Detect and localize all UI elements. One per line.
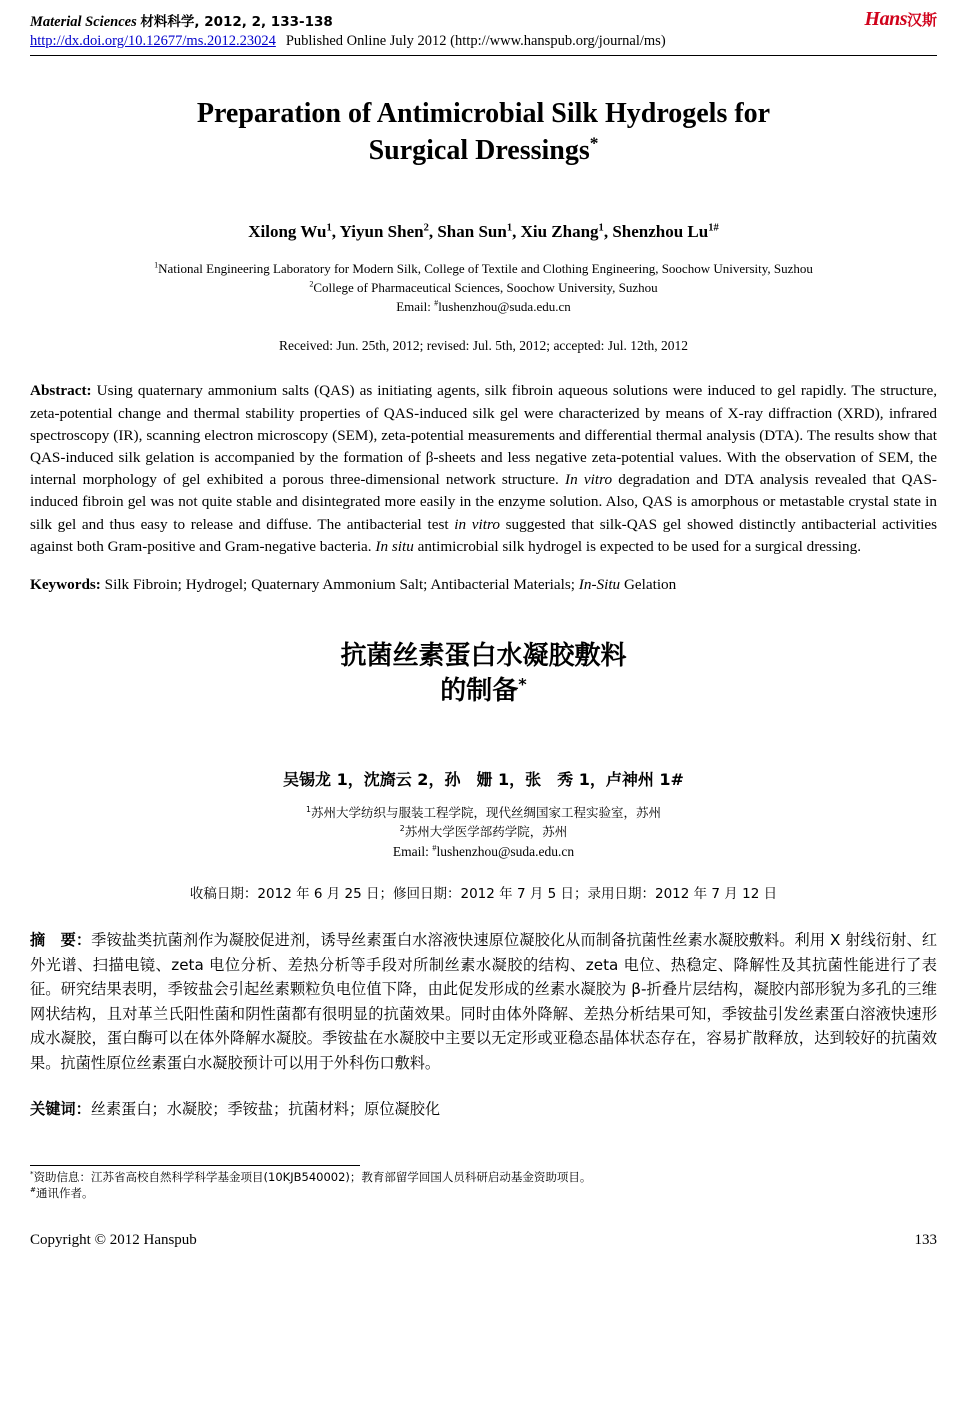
abstract-block-cn — [30, 928, 937, 1076]
doi-link[interactable]: http://dx.doi.org/10.12677/ms.2012.23024 — [30, 33, 276, 49]
cn-affiliation-1-marker: 1 — [306, 804, 311, 814]
title-line-2 — [30, 133, 937, 170]
keywords-label: Keywords: — [30, 575, 101, 593]
abstract-italic-3: In situ — [375, 537, 414, 555]
title-line-1: Preparation of Antimicrobial Silk Hydrogels for — [196, 98, 771, 129]
copyright-notice: Copyright © 2012 Hanspub — [30, 1231, 197, 1248]
email-address: lushenzhou@suda.edu.cn — [438, 298, 571, 314]
cn-affiliation-2-marker: 2 — [399, 823, 405, 833]
journal-line — [30, 10, 937, 31]
cn-affiliation-2 — [30, 823, 937, 842]
author-list-cn: 吴锡龙 1，沈旖云 2，孙 姗 1，张 秀 1，卢神州 1# — [283, 770, 684, 790]
cn-affiliation-1-text: 苏州大学纺织与服装工程学院，现代丝绸国家工程实验室，苏州 — [310, 805, 661, 821]
page-title-cn — [30, 639, 937, 709]
received-dates: Received: Jun. 25th, 2012; revised: Jul. 5th, 2012; accepted: Jul. 12th, 2012 — [278, 338, 689, 354]
received-dates-cn: 收稿日期：2012 年 6 月 25 日；修回日期：2012 年 7 月 5 日；录用日期：2012 年 7 月 12 日 — [189, 885, 778, 902]
page-number: 133 — [914, 1231, 937, 1248]
abstract-block — [30, 380, 937, 558]
cn-email-label: Email: — [392, 843, 429, 859]
footnote-divider — [30, 1165, 360, 1166]
hans-logo-cn: 汉斯 — [906, 11, 937, 29]
email-label: Email: — [396, 298, 431, 314]
footnote-funding-text: 资助信息：江苏省高校自然科学科学基金项目(10KJB540002)；教育部留学回国人员科研启动基金资助项目。 — [33, 1169, 592, 1184]
abstract-text-4: antimicrobial silk hydrogel is expected to be used for a surgical dressing. — [413, 537, 862, 555]
cn-abstract-label: 摘 要： — [30, 930, 92, 949]
abstract-text-2: degradation and DTA analysis revealed that QAS-induced fibroin gel was not quite stable and disintegrated more easily in the enzyme solution. Also, QAS is amorphous or metastable crystal state in silk gel and thus easy to release and diffuse. The antibacterial test — [30, 471, 937, 533]
affiliation-2-text: College of Pharmaceutical Sciences, Soochow University, Suzhou — [313, 279, 658, 295]
affiliation-1-text: National Engineering Laboratory for Modern Silk, College of Textile and Clothing Engineering, Soochow University, Suzhou — [158, 260, 813, 276]
affiliation-2-marker: 2 — [309, 279, 314, 289]
cn-title-line-2 — [30, 674, 937, 709]
cn-affiliation-2-text: 苏州大学医学部药学院，苏州 — [404, 823, 568, 839]
abstract-label: Abstract: — [30, 382, 92, 400]
page-footer — [30, 1232, 937, 1259]
footnote-corresponding-marker: # — [30, 1185, 36, 1195]
running-head — [30, 10, 937, 52]
email-marker: # — [434, 298, 439, 308]
keywords-block-cn — [30, 1098, 937, 1119]
affiliation-2 — [30, 279, 937, 298]
email-line — [30, 298, 937, 317]
footnotes — [30, 1165, 937, 1202]
cn-keywords-text: 丝素蛋白；水凝胶；季铵盐；抗菌材料；原位凝胶化 — [90, 1099, 441, 1118]
journal-title-en: Material Sciences — [30, 14, 137, 30]
affiliation-1 — [30, 260, 937, 279]
hans-logo-text: Hans — [864, 8, 907, 30]
keywords-text: Silk Fibroin; Hydrogel; Quaternary Ammonium Salt; Antibacterial Materials; — [100, 575, 579, 593]
affiliations — [30, 260, 937, 317]
footnote-funding — [30, 1169, 937, 1186]
keywords-block — [30, 576, 937, 594]
abstract-text-1: Using quaternary ammonium salts (QAS) as initiating agents, silk fibroin aqueous solutions were induced to gel rapidly. The structure, zeta-potential change and thermal stability properties of QAS-induced silk gel were characterized by means of X-ray diffraction (XRD), infrared spectroscopy (IR), scanning electron microscopy (SEM), zeta-potential measurements and differential thermal analysis (DTA). The results show that QAS-induced silk gelation is accompanied by the formation of β-sheets and less negative zeta-potential values. With the observation of SEM, the internal morphology of gel exhibited a porous three-dimensional network structure. — [30, 382, 937, 489]
title-footnote-marker: * — [589, 133, 599, 153]
title-line-2-text: Surgical Dressings — [368, 134, 590, 166]
abstract-italic-2: in vitro — [454, 515, 500, 533]
hans-logo — [865, 8, 937, 31]
header-divider — [30, 55, 937, 56]
abstract-italic-1: In vitro — [565, 471, 613, 489]
journal-title-cn: 材料科学, 2012, 2, 133-138 — [140, 14, 333, 30]
footnote-corresponding — [30, 1185, 937, 1202]
cn-email-line — [30, 842, 937, 862]
cn-affiliation-1 — [30, 804, 937, 823]
page-title — [30, 96, 937, 170]
keywords-italic: In-Situ — [578, 575, 621, 593]
affiliations-cn — [30, 804, 937, 862]
cn-abstract-text: 季铵盐类抗菌剂作为凝胶促进剂，诱导丝素蛋白水溶液快速原位凝胶化从而制备抗菌性丝素水凝胶敷料。利用 X 射线衍射、红外光谱、扫描电镜、zeta 电位分析、差热分析等手段对所制丝素水凝胶的结构、zeta 电位、热稳定、降解性及其抗菌性能进行了表征。研究结果表明，季铵盐会引起丝素颗粒负电位值下降，由此促发形成的丝素水凝胶为 β-折叠片层结构，凝胶内部形貌为多孔的三维网状结构，且对革兰氏阳性菌和阴性菌都有很明显的抗菌效果。同时由体外降解、差热分析结果可知，季铵盐引发丝素蛋白溶液快速形成水凝胶，蛋白酶可以在体外降解水凝胶。季铵盐在水凝胶中主要以无定形或亚稳态晶体状态存在，容易扩散释放，达到较好的抗菌效果。抗菌性原位丝素蛋白水凝胶预计可以用于外科伤口敷料。 — [30, 930, 938, 1072]
cn-title-footnote-marker: * — [518, 674, 527, 694]
cn-email-address: lushenzhou@suda.edu.cn — [436, 843, 575, 859]
author-list: Xilong Wu$^1$, Yiyun Shen$^2$, Shan Sun$^1$, Xiu Zhang$^1$, Shenzhou $Lu^{1\#}$ — [248, 221, 719, 241]
abstract-text-3: suggested that silk-QAS gel showed distinctly antibacterial activities against both Gram-positive and Gram-negative bacteria. — [30, 515, 937, 555]
cn-title-line-1: 抗菌丝素蛋白水凝胶敷料 — [340, 640, 627, 671]
cn-keywords-label: 关键词： — [30, 1099, 91, 1118]
footnote-corresponding-text: 通讯作者。 — [35, 1186, 94, 1201]
doi-line — [30, 33, 937, 50]
cn-title-line-2-text: 的制备 — [440, 676, 519, 707]
keywords-text-2: Gelation — [620, 575, 677, 593]
cn-email-marker: # — [432, 843, 437, 853]
footnote-funding-marker: * — [30, 1168, 34, 1178]
affiliation-1-marker: 1 — [154, 260, 159, 270]
publication-note: Published Online July 2012 (http://www.hanspub.org/journal/ms) — [285, 33, 666, 49]
